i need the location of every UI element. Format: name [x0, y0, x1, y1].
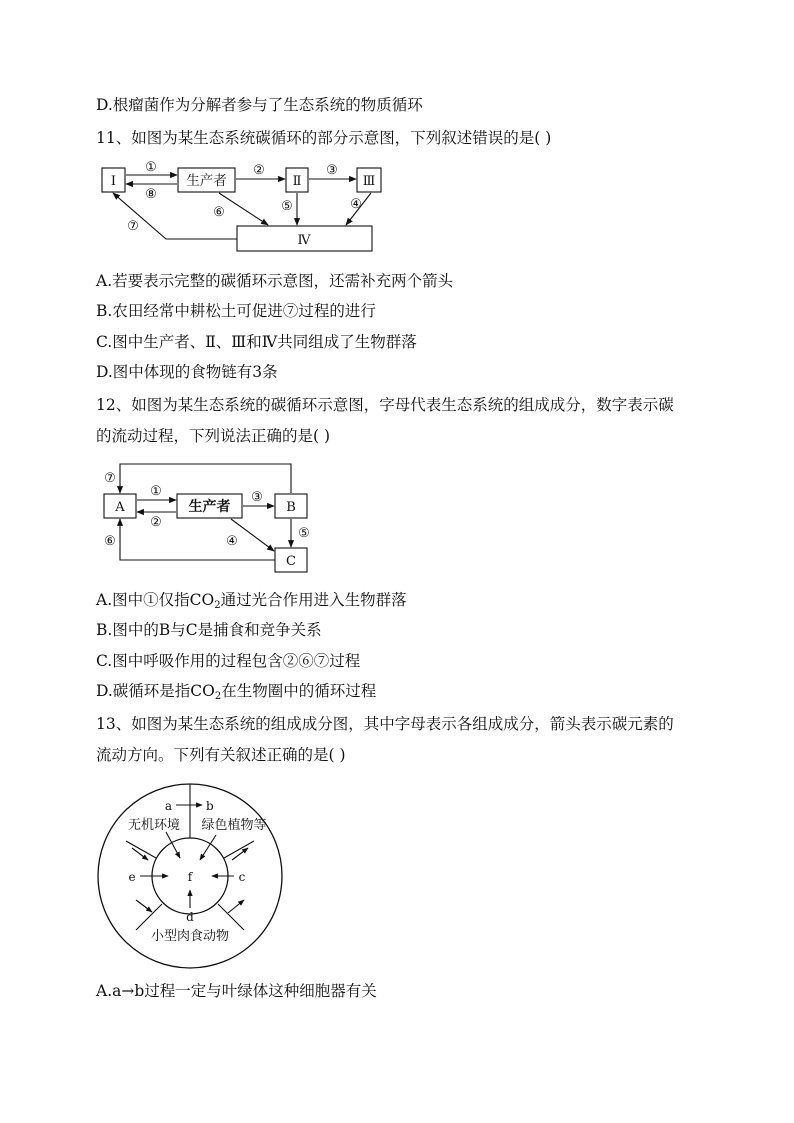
label-5: ⑤ — [298, 526, 310, 541]
box-i-label: Ⅰ — [110, 174, 117, 189]
label-1: ① — [150, 484, 162, 499]
box-producer-label: 生产者 — [186, 173, 227, 189]
label-b: b — [206, 799, 214, 813]
label-inorganic-environment: 无机环境 — [127, 818, 181, 833]
label-4: ④ — [226, 534, 238, 549]
label-a: a — [164, 799, 172, 813]
q12-option-b: B.图中的B与C是捕食和竞争关系 — [96, 621, 322, 639]
q11-option-b: B.农田经常中耕松土可促进⑦过程的进行 — [96, 302, 376, 320]
q12-option-c: C.图中呼吸作用的过程包含②⑥⑦过程 — [96, 652, 361, 670]
q11-option-a: A.若要表示完整的碳循环示意图，还需补充两个箭头 — [96, 272, 454, 290]
label-8: ⑧ — [145, 187, 157, 202]
q13-stem-line1: 13、如图为某生态系统的组成成分图，其中字母表示各组成成分，箭头表示碳元素的 — [96, 715, 674, 733]
label-f: f — [187, 870, 193, 884]
q12-stem-line1: 12、如图为某生态系统的碳循环示意图，字母代表生态系统的组成成分，数字表示碳 — [96, 396, 674, 414]
label-2: ② — [253, 163, 265, 178]
q12-option-a: A.图中①仅指$CO_2$通过光合作用进入生物群落 — [96, 591, 407, 611]
box-iv-label: Ⅳ — [297, 233, 311, 248]
label-1: ① — [145, 160, 157, 175]
q10-option-d: D.根瘤菌作为分解者参与了生态系统的物质循环 — [96, 96, 423, 114]
label-green-plants: 绿色植物等 — [201, 818, 267, 833]
box-iii-label: Ⅲ — [362, 174, 376, 189]
q12-stem-line2: 的流动过程，下列说法正确的是( ) — [96, 427, 331, 445]
label-2: ② — [150, 515, 162, 530]
box-a-label: A — [115, 500, 125, 515]
q11-option-c: C.图中生产者、Ⅱ、Ⅲ和Ⅳ共同组成了生物群落 — [96, 333, 417, 351]
label-5: ⑤ — [281, 199, 293, 214]
q11-carbon-cycle-diagram — [96, 158, 386, 258]
label-6: ⑥ — [213, 205, 225, 220]
arrow-6 — [120, 519, 275, 560]
label-6: ⑥ — [104, 534, 116, 549]
q12-option-d: D.碳循环是指$CO_2$在生物圈中的循环过程 — [96, 682, 377, 702]
label-3: ③ — [326, 163, 338, 178]
label-d: d — [186, 910, 194, 924]
label-7: ⑦ — [104, 471, 116, 486]
q13-option-a: A.a→b过程一定与叶绿体这种细胞器有关 — [96, 982, 377, 1000]
box-b-label: B — [286, 500, 296, 515]
q13-stem-line2: 流动方向。下列有关叙述正确的是( ) — [96, 746, 346, 764]
arrow-7 — [120, 464, 291, 493]
box-producer-label: 生产者 — [188, 499, 231, 515]
label-3: ③ — [251, 490, 263, 505]
q11-option-d: D.图中体现的食物链有3条 — [96, 363, 278, 381]
q11-stem: 11、如图为某生态系统碳循环的部分示意图，下列叙述错误的是( ) — [96, 129, 552, 147]
q13-ecosystem-components-diagram — [96, 780, 286, 975]
label-small-carnivores: 小型肉食动物 — [150, 929, 230, 944]
box-ii-label: Ⅱ — [292, 174, 302, 189]
label-7: ⑦ — [127, 219, 139, 234]
box-c-label: C — [286, 554, 296, 569]
q12-carbon-cycle-diagram — [96, 458, 316, 576]
label-c: c — [238, 870, 246, 884]
label-4: ④ — [350, 197, 362, 212]
label-e: e — [128, 870, 136, 884]
arrow-6 — [219, 193, 268, 225]
